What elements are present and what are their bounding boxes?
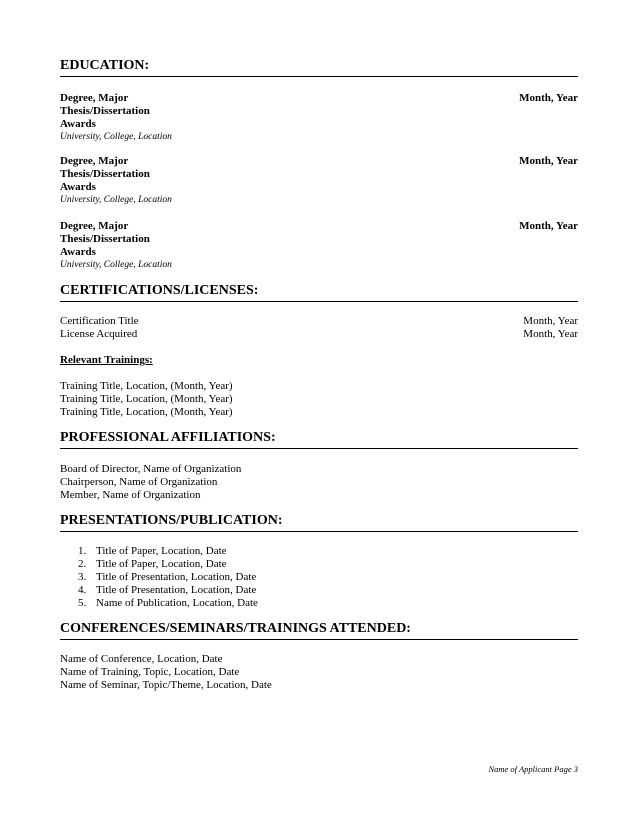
affiliation-item: Member, Name of Organization (60, 489, 201, 501)
institution: University, College, Location (60, 132, 172, 142)
publication-text: Name of Publication, Location, Date (96, 597, 258, 609)
affiliation-item: Board of Director, Name of Organization (60, 463, 242, 475)
publication-item (78, 545, 227, 558)
awards: Awards (60, 181, 96, 193)
section-title-presentations: PRESENTATIONS/PUBLICATION: (60, 513, 578, 532)
institution: University, College, Location (60, 260, 172, 270)
publication-text: Title of Paper, Location, Date (96, 545, 227, 557)
certification-name: License Acquired (60, 328, 138, 340)
education-date: Month, Year (519, 92, 578, 104)
awards: Awards (60, 118, 96, 130)
publication-item (78, 584, 256, 597)
publication-text: Title of Paper, Location, Date (96, 558, 227, 570)
publication-item (78, 558, 227, 571)
list-number: 4. (78, 584, 87, 596)
list-number: 5. (78, 597, 87, 609)
section-title-education: EDUCATION: (60, 58, 578, 77)
thesis: Thesis/Dissertation (60, 233, 150, 245)
list-number: 1. (78, 545, 87, 557)
education-date: Month, Year (519, 220, 578, 232)
certification-date: Month, Year (523, 315, 578, 327)
certification-row (60, 328, 578, 341)
relevant-trainings-heading: Relevant Trainings: (60, 354, 153, 366)
awards: Awards (60, 246, 96, 258)
section-title-conferences: CONFERENCES/SEMINARS/TRAININGS ATTENDED: (60, 621, 578, 640)
publication-text: Title of Presentation, Location, Date (96, 571, 257, 583)
publication-item (78, 597, 258, 610)
page-footer: Name of Applicant Page 3 (488, 764, 578, 774)
publication-text: Title of Presentation, Location, Date (96, 584, 257, 596)
thesis: Thesis/Dissertation (60, 168, 150, 180)
conference-item: Name of Conference, Location, Date (60, 653, 223, 665)
degree-major: Degree, Major (60, 92, 129, 104)
conference-item: Name of Seminar, Topic/Theme, Location, Date (60, 679, 272, 691)
conference-item: Name of Training, Topic, Location, Date (60, 666, 240, 678)
certification-row (60, 315, 578, 328)
certification-name: Certification Title (60, 315, 139, 327)
institution: University, College, Location (60, 195, 172, 205)
list-number: 2. (78, 558, 87, 570)
certification-date: Month, Year (523, 328, 578, 340)
education-date: Month, Year (519, 155, 578, 167)
section-title-certifications: CERTIFICATIONS/LICENSES: (60, 283, 578, 302)
degree-major: Degree, Major (60, 155, 129, 167)
section-title-affiliations: PROFESSIONAL AFFILIATIONS: (60, 430, 578, 449)
degree-major: Degree, Major (60, 220, 129, 232)
affiliation-item: Chairperson, Name of Organization (60, 476, 218, 488)
publication-item (78, 571, 256, 584)
training-item: Training Title, Location, (Month, Year) (60, 380, 233, 392)
training-item: Training Title, Location, (Month, Year) (60, 393, 233, 405)
list-number: 3. (78, 571, 87, 583)
thesis: Thesis/Dissertation (60, 105, 150, 117)
training-item: Training Title, Location, (Month, Year) (60, 406, 233, 418)
